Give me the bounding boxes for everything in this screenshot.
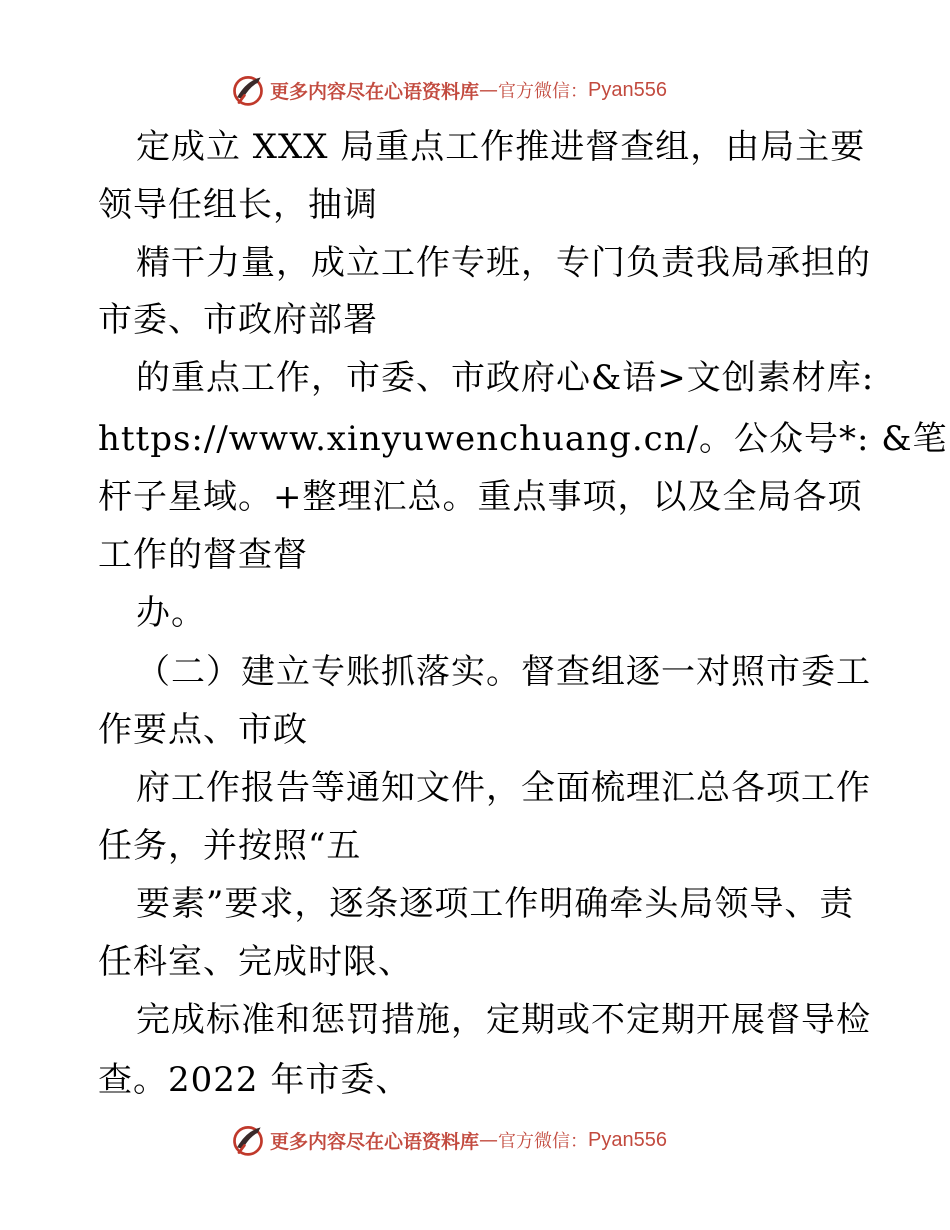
pen-logo-icon — [230, 72, 266, 108]
body-line: 查。2022 年市委、 — [98, 1060, 411, 1100]
header-watermark-banner — [230, 70, 667, 110]
body-line: （二）建立专账抓落实。督查组逐一对照市委工 — [136, 652, 871, 692]
body-line: 任科室、完成时限、 — [98, 942, 413, 982]
banner-wechat-label: 官方微信： — [498, 1131, 589, 1152]
body-line: 定成立 XXX 局重点工作推进督查组，由局主要 — [136, 127, 866, 167]
pen-logo-icon — [230, 1122, 266, 1158]
body-line: 领导任组长，抽调 — [98, 185, 378, 225]
body-line: 市委、市政府部署 — [98, 300, 378, 340]
body-line: 完成标准和惩罚措施，定期或不定期开展督导检 — [136, 1000, 871, 1040]
banner-wechat-id: Pyan556 — [588, 1128, 667, 1151]
banner-main-text: 更多内容尽在心语资料库 — [270, 80, 480, 103]
body-line: 办。 — [136, 593, 206, 633]
body-line: https://www.xinyuwenchuang.cn/。公众号*: &笔 — [98, 419, 948, 459]
banner-wechat-label: 官方微信： — [498, 81, 589, 102]
body-line: 工作的督查督 — [98, 535, 308, 575]
body-line: 作要点、市政 — [98, 710, 308, 750]
body-line: 府工作报告等通知文件，全面梳理汇总各项工作 — [136, 768, 871, 808]
banner-wechat-id: Pyan556 — [588, 78, 667, 101]
banner-dash: — — [479, 1129, 499, 1151]
banner-main-text: 更多内容尽在心语资料库 — [270, 1130, 480, 1153]
body-line: 的重点工作，市委、市政府心&语>文创素材库: — [136, 358, 875, 398]
body-line: 要素”要求，逐条逐项工作明确牵头局领导、责 — [136, 884, 855, 924]
body-line: 精干力量，成立工作专班，专门负责我局承担的 — [136, 243, 871, 283]
body-line: 杆子星域。+整理汇总。重点事项，以及全局各项 — [98, 477, 863, 517]
banner-dash: — — [479, 79, 499, 101]
footer-watermark-banner — [230, 1120, 667, 1160]
body-line: 任务，并按照“五 — [98, 826, 362, 866]
